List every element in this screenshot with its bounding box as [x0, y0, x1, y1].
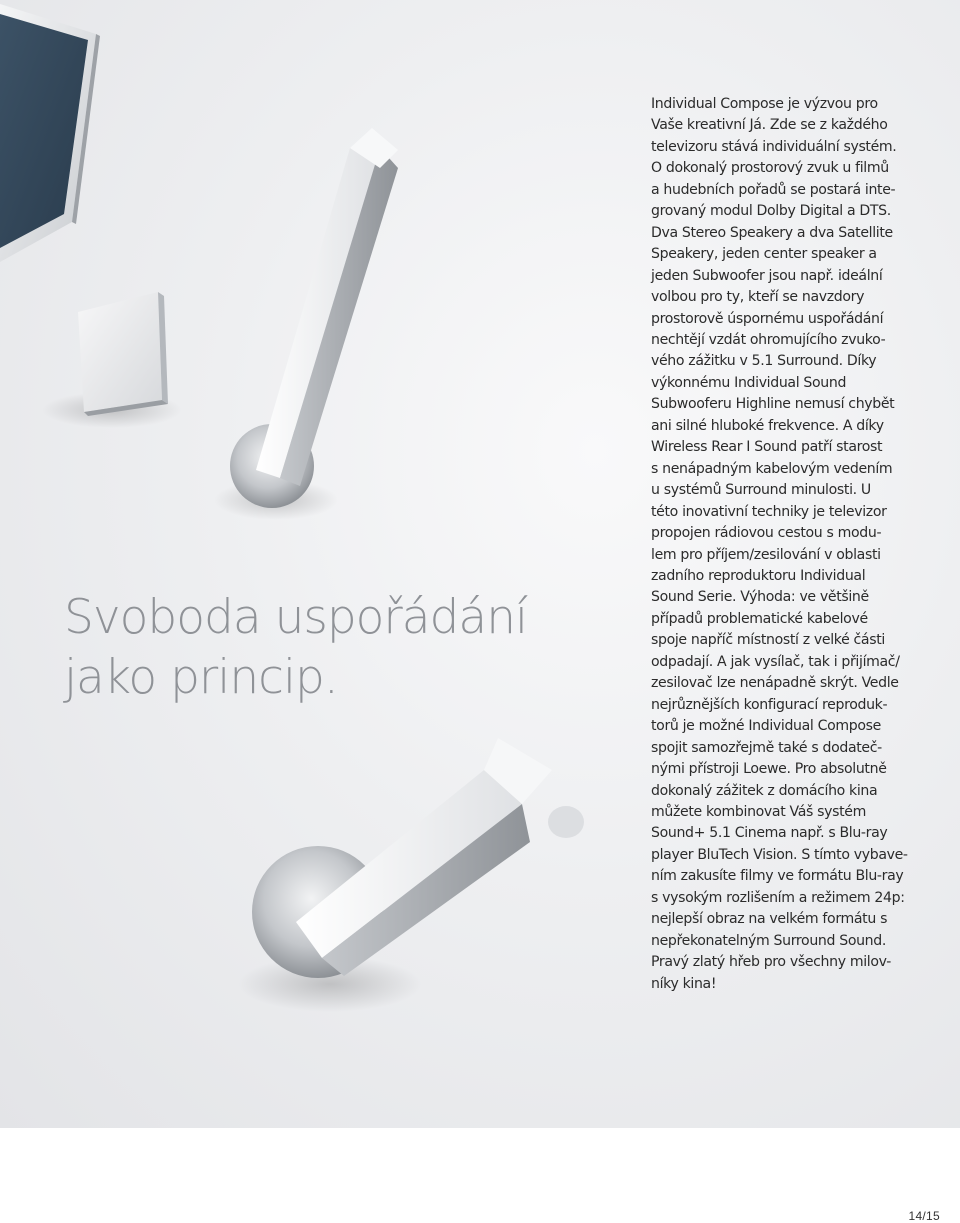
body-line: Individual Compose je výzvou pro: [651, 96, 878, 112]
body-line: této inovativní techniky je televizor: [651, 503, 887, 520]
body-line: odpadají. A jak vysílač, tak i přijímač/: [651, 653, 900, 670]
body-line: nejlepší obraz na velkém formátu s: [651, 911, 888, 928]
body-line: Speakery, jeden center speaker a: [651, 246, 877, 263]
headline-line: jako princip.: [64, 650, 338, 705]
body-line: volbou pro ty, kteří se navzdory: [651, 289, 865, 306]
body-line: televizoru stává individuální systém.: [651, 138, 897, 155]
body-line: u systémů Surround minulosti. U: [651, 482, 871, 499]
body-line: můžete kombinovat Váš systém: [651, 803, 866, 820]
body-line: s vysokým rozlišením a režimem 24p:: [651, 889, 905, 906]
body-line: nepřekonatelným Surround Sound.: [651, 932, 886, 949]
body-line: případů problematické kabelové: [651, 610, 868, 627]
body-line: s nenápadným kabelovým vedením: [651, 460, 893, 477]
body-line: vého zážitku v 5.1 Surround. Díky: [651, 353, 877, 370]
standing-speaker-upper: [214, 128, 398, 520]
body-line: zesilovač lze nenápadně skrýt. Vedle: [651, 675, 899, 692]
headline-line: Svoboda uspořádání: [64, 590, 528, 645]
body-line: dokonalý zážitek z domácího kina: [651, 782, 878, 799]
body-line: propojen rádiovou cestou s modu-: [651, 525, 882, 542]
body-line: O dokonalý prostorový zvuk u filmů: [651, 160, 889, 177]
body-line: prostorově úspornému uspořádání: [651, 310, 884, 327]
cube-speaker: [42, 292, 182, 428]
body-line: torů je možné Individual Compose: [651, 718, 881, 735]
body-line: spoje napříč místností z velké části: [651, 632, 885, 649]
body-line: nejrůznějších konfigurací reproduk-: [651, 696, 888, 713]
body-line: zadního reproduktoru Individual: [651, 567, 866, 584]
body-text: [651, 94, 941, 995]
body-line: ním zakusíte filmy ve formátu Blu-ray: [651, 868, 904, 885]
body-line: a hudebních pořadů se postará inte-: [651, 181, 896, 198]
body-line: níky kina!: [651, 975, 717, 992]
body-line: grovaný modul Dolby Digital a DTS.: [651, 203, 891, 220]
headline: [64, 588, 527, 708]
body-line: nechtějí vzdát ohromujícího zvuko-: [651, 331, 886, 348]
standing-speaker-lower: [238, 738, 584, 1012]
body-line: Vaše kreativní Já. Zde se z každého: [651, 117, 888, 134]
body-line: nými přístroji Loewe. Pro absolutně: [651, 761, 887, 778]
body-line: Subwooferu Highline nemusí chybět: [651, 396, 895, 413]
body-line: Sound Serie. Výhoda: ve většině: [651, 589, 869, 606]
body-line: Dva Stereo Speakery a dva Satellite: [651, 224, 893, 241]
body-line: ani silné hluboké frekvence. A díky: [651, 417, 884, 434]
body-line: výkonnému Individual Sound: [651, 374, 847, 391]
body-line: lem pro příjem/zesilování v oblasti: [651, 546, 881, 563]
body-line: player BluTech Vision. S tímto vybave-: [651, 846, 908, 863]
body-line: Pravý zlatý hřeb pro všechny milov-: [651, 954, 891, 971]
body-line: jeden Subwoofer jsou např. ideální: [651, 267, 883, 284]
television: [0, 4, 100, 262]
body-line: Sound+ 5.1 Cinema např. s Blu-ray: [651, 825, 888, 842]
page-number: 14/15: [908, 1209, 940, 1223]
body-line: spojit samozřejmě také s dodateč-: [651, 739, 882, 756]
body-line: Wireless Rear I Sound patří starost: [651, 439, 883, 456]
